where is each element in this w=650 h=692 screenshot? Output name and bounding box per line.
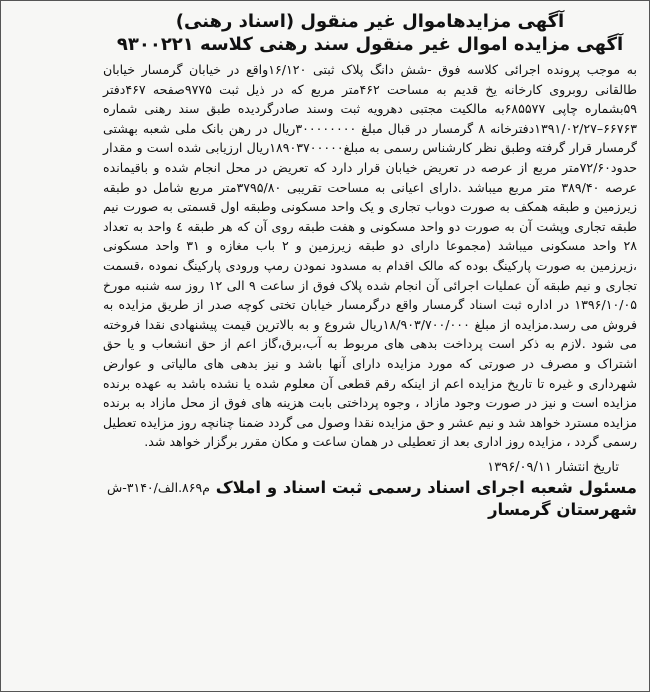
signature-title: مسئول شعبه اجرای اسناد رسمی ثبت اسناد و املاک xyxy=(215,477,637,497)
signature-block xyxy=(216,477,637,521)
publish-date: تاریخ انتشار ۱۳۹۶/۰۹/۱۱ xyxy=(487,459,619,475)
signature-office: شهرستان گرمسار xyxy=(488,499,637,519)
notice-footer xyxy=(103,477,637,521)
notice-title: آگهی مزایدهاموال غیر منقول (اسناد رهنی) xyxy=(175,11,565,32)
reference-code: م۸۶۹.الف/۳۱۴۰-ش xyxy=(107,479,210,495)
notice-body: به موجب پرونده اجرائی کلاسه فوق -شش دانگ پلاک ثبتی ۱۶/۱۲۰واقع در خیابان گرمسار خیابان طالقانی روبروی کارخانه یخ قدیم به مساحت ۴۶۲متر مربع که در ذیل ثبت ۹۷۷۵صفحه ۴۶۷دفتر ۵۹بشماره چاپی ۶۸۵۵۷۷به مالکیت مجتبی دهرویه ثبت وسند صادرگردیده طبق سند رهنی شماره ۶۶۷۶۳–۱۳۹۱/۰۲/۲۷دفترخانه ۸ گرمسار در قبال مبلغ ۳۰۰۰۰۰۰۰۰ریال در رهن بانک ملی شعبه بهشتی گرمسار قرار گرفته وطبق نظر کارشناس رسمی به مبلغ۱۸۹۰۳۷۰۰۰۰۰ریال ارزیابی شده است و مقدار حدود۷۲/۶۰متر مربع از عرصه در تعریض خیابان قرار دارد که تعریض در محل انجام شده و باقیمانده عرصه ۳۸۹/۴۰ متر مربع میباشد .دارای اعیانی به مساحت تقریبی ۳۷۹۵/۸۰متر مربع شامل دو طبقه زیرزمین و طبقه همکف به صورت دوباب تجاری و یک واحد مسکونی وطبقه اول قسمتی به صورت نیم طبقه تجاری وپشت آن به صورت دو واحد مسکونی و هفت طبقه روی آن که هر طبقه ٤ واحد به تعداد ۲۸ واحد مسکونی میباشد (مجموعا دارای دو طبقه زیرزمین و ۲ باب مغازه و ۳۱ واحد مسکونی ،زیرزمین به صورت پارکینگ بوده که مالک اقدام به مسدود نمودن رمپ ورودی پارکینگ نموده ،قسمت تجاری و نیم طبقه آن عملیات اجرائی آن انجام شده پلاک فوق از ساعت ۹ الی ۱۲ روز سه شنبه مورخ ۱۳۹۶/۱۰/۰۵ در اداره ثبت اسناد گرمسار واقع درگرمسار خیابان تختی کوچه صدر از طریق مزایده به فروش می رسد.مزایده از مبلغ ۱۸/۹۰۳/۷۰۰/۰۰۰ریال شروع و به بالاترین قیمت پیشنهادی نقدا فروخته می شود .لازم به ذکر است پرداخت بدهی های مربوط به آب،برق،گاز اعم از حق انشعاب و یا حق اشتراک و مصرف در صورتی که مورد مزایده دارای آنها باشد و نیز بدهی های مالیاتی و عوارض شهرداری و غیره تا تاریخ مزایده اعم از اینکه رقم قطعی آن معلوم شده یا نشده باشد به عهده برنده مزایده است و نیز در صورت وجود مازاد ، وجوه پرداختی بابت هزینه های فوق از محل مازاد به برنده مزایده مسترد خواهد شد و نیم عشر و حق مزایده نقدا وصول می گردد ضمنا چنانچه روز مزایده تعطیل رسمی گردد ، مزایده روز اداری بعد از تعطیلی در همان ساعت و مکان مقرر برگزار خواهد شد. xyxy=(103,62,638,450)
notice-subtitle: آگهی مزایده اموال غیر منقول سند رهنی کلاسه ۹۳۰۰۲۲۱ xyxy=(116,33,624,55)
auction-notice xyxy=(97,7,643,687)
